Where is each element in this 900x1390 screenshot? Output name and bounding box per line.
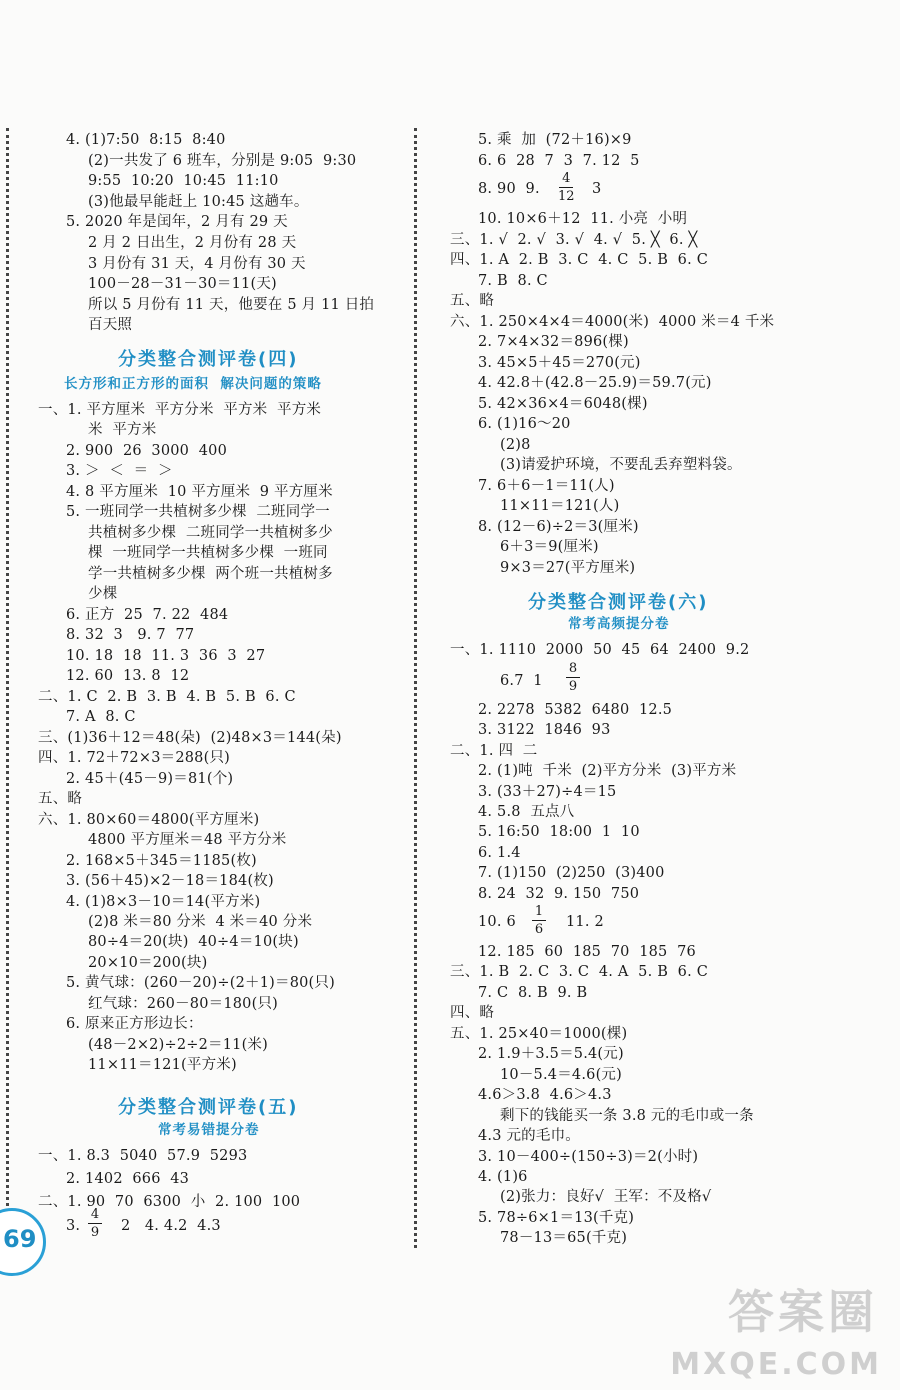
answer-line: 2. 1.9＋3.5＝5.4(元) <box>478 1046 624 1063</box>
answer-line: 剩下的钱能买一条 3.8 元的毛巾或一条 <box>500 1107 754 1124</box>
section-subheading: 长方形和正方形的面积 解决问题的策略 <box>64 376 322 392</box>
answer-line: (2)8 米＝80 分米 4 米＝40 分米 <box>88 914 313 930</box>
answer-line: 5. 一班同学一共植树多少棵 二班同学一 <box>66 504 330 521</box>
answer-line: 10. 18 18 11. 3 36 3 27 <box>66 647 266 664</box>
answer-line: 5. 黄气球：(260－20)÷(2＋1)＝80(只) <box>66 975 335 992</box>
answer-line: 四、1. A 2. B 3. C 4. C 5. B 6. C <box>450 252 709 268</box>
section-heading: 分类整合测评卷(六) <box>528 592 709 613</box>
answer-line: 10. 6 <box>478 914 516 930</box>
answer-line: 8. 90 9. <box>478 181 540 197</box>
section-heading: 分类整合测评卷(五) <box>118 1097 299 1118</box>
answer-line: 7. B 8. C <box>478 272 548 289</box>
fraction <box>558 172 575 203</box>
answer-line: 六、1. 250×4×4＝4000(米) 4000 米＝4 千米 <box>450 313 775 330</box>
answer-line: 6. 6 28 7 3 7. 12 5 <box>478 152 640 169</box>
page-number-badge <box>0 1208 46 1276</box>
answer-line: 6＋3＝9(厘米) <box>500 539 599 555</box>
answer-line: (3)他最早能赶上 10:45 这趟车。 <box>88 193 309 210</box>
answer-line: 4. 42.8＋(42.8－25.9)＝59.7(元) <box>478 375 712 391</box>
answer-line: 8. 32 3 9. 7 77 <box>66 627 195 644</box>
answer-line: 4. 8 平方厘米 10 平方厘米 9 平方厘米 <box>66 483 333 500</box>
answer-line: 三、(1)36＋12＝48(朵) (2)48×3＝144(朵) <box>38 729 342 746</box>
fraction-numerator: 8 <box>568 661 578 676</box>
answer-line: 一、1. 1110 2000 50 45 64 2400 9.2 <box>450 642 750 658</box>
answer-line: 3. 10－400÷(150÷3)＝2(小时) <box>478 1148 699 1165</box>
answer-line: 5. 2020 年是闰年，2 月有 29 天 <box>66 214 288 231</box>
answer-line: 2. 2278 5382 6480 12.5 <box>478 702 673 718</box>
section-heading: 分类整合测评卷(四) <box>118 349 299 370</box>
fraction-denominator: 9 <box>568 679 578 694</box>
answer-line: 4. (1)6 <box>478 1168 528 1185</box>
answer-line: 2. 7×4×32＝896(棵) <box>478 334 629 350</box>
answer-line: 2 月 2 日出生，2 月份有 28 天 <box>88 235 297 251</box>
answer-line: (2)张力：良好√ 王军：不及格√ <box>500 1189 712 1206</box>
watermark-logo: 答案圈 <box>728 1285 878 1339</box>
answer-line: 3 <box>592 181 602 197</box>
answer-line: 6.7 1 <box>500 673 543 689</box>
answer-line: 所以 5 月份有 11 天，他要在 5 月 11 日拍 <box>88 296 375 313</box>
answer-line: 5. 42×36×4＝6048(棵) <box>478 395 648 412</box>
fraction-numerator: 4 <box>562 171 571 186</box>
section-subheading: 常考易错提分卷 <box>158 1122 260 1138</box>
answer-line: (2)8 <box>500 436 531 453</box>
answer-line: 5. 78÷6×1＝13(千克) <box>478 1209 635 1226</box>
answer-line: 7. (1)150 (2)250 (3)400 <box>478 865 665 882</box>
answer-line: 3 月份有 31 天，4 月份有 30 天 <box>88 255 306 272</box>
section-subheading: 常考高频提分卷 <box>568 616 670 632</box>
answer-line: 四、略 <box>450 1005 495 1022</box>
column-divider-dots <box>414 128 417 1248</box>
answer-line: 7. 6＋6－1＝11(人) <box>478 477 615 494</box>
left-margin-dots <box>6 128 9 1248</box>
answer-line: 三、1. B 2. C 3. C 4. A 5. B 6. C <box>450 964 709 981</box>
answer-line: 4.3 元的毛巾。 <box>478 1128 580 1145</box>
answer-line: 9×3＝27(平方厘米) <box>500 559 636 576</box>
answer-line: 2. 45＋(45－9)＝81(个) <box>66 770 234 787</box>
answer-line: 五、略 <box>450 293 495 309</box>
fraction-bar <box>88 1223 102 1224</box>
fraction-denominator: 9 <box>90 1225 100 1240</box>
answer-line: 12. 185 60 185 70 185 76 <box>478 944 696 960</box>
answer-line: 2. 900 26 3000 400 <box>66 442 228 459</box>
answer-line: 百天照 <box>88 317 133 334</box>
answer-line: 五、略 <box>38 791 83 808</box>
fraction-numerator: 1 <box>534 904 544 919</box>
answer-line: 9:55 10:20 10:45 11:10 <box>88 173 279 190</box>
fraction-bar <box>532 920 546 921</box>
answer-line: 5. 16:50 18:00 1 10 <box>478 824 640 841</box>
answer-line: 11×11＝121(平方米) <box>88 1057 237 1074</box>
answer-line: 78－13＝65(千克) <box>500 1230 628 1247</box>
answer-line: 6. (1)16～20 <box>478 416 571 432</box>
answer-line: 4. (1)7:50 8:15 8:40 <box>66 132 226 148</box>
answer-line: 10－5.4＝4.6(元) <box>500 1066 622 1083</box>
answer-line: 五、1. 25×40＝1000(棵) <box>450 1025 628 1042</box>
answer-line: 4. 5.8 五点八 <box>478 804 575 820</box>
fraction <box>88 1208 102 1239</box>
answer-line: 3. (56＋45)×2－18＝184(枚) <box>66 873 274 890</box>
answer-line: 4.6＞3.8 4.6＞4.3 <box>478 1087 612 1104</box>
answer-line: 2 4. 4.2 4.3 <box>121 1218 221 1234</box>
fraction <box>566 662 580 693</box>
answer-line: 六、1. 80×60＝4800(平方厘米) <box>38 811 260 828</box>
answer-line: 一、1. 平方厘米 平方分米 平方米 平方米 <box>38 402 322 418</box>
answer-line: 4. (1)8×3－10＝14(平方米) <box>66 893 261 910</box>
answer-line: 3. (33＋27)÷4＝15 <box>478 783 617 800</box>
answer-line: 11. 2 <box>566 914 604 930</box>
answer-line: 二、1. C 2. B 3. B 4. B 5. B 6. C <box>38 688 296 705</box>
answer-line: 5. 乘 加 (72＋16)×9 <box>478 132 632 148</box>
answer-line: (48－2×2)÷2÷2＝11(米) <box>88 1036 268 1053</box>
answer-line: 三、1. √ 2. √ 3. √ 4. √ 5. ╳ 6. ╳ <box>450 231 698 248</box>
answer-line: 10. 10×6＋12 11. 小亮 小明 <box>478 211 688 227</box>
answer-line: 共植树多少棵 二班同学一共植树多少 <box>88 524 333 541</box>
answer-line: 3. 3122 1846 93 <box>478 722 611 739</box>
answer-line: 2. 1402 666 43 <box>66 1171 190 1187</box>
answer-line: 3. ＞ ＜ ＝ ＞ <box>66 463 173 480</box>
answer-line: 一、1. 8.3 5040 57.9 5293 <box>38 1148 248 1164</box>
fraction-numerator: 4 <box>90 1207 100 1222</box>
answer-line: 3. 45×5＋45＝270(元) <box>478 354 641 371</box>
answer-line: 二、1. 90 70 6300 小 2. 100 100 <box>38 1194 301 1210</box>
answer-line: 二、1. 四 二 <box>450 742 538 759</box>
answer-line: 红气球：260－80＝180(只) <box>88 995 279 1012</box>
answer-line: 3. <box>66 1218 81 1234</box>
fraction-denominator: 12 <box>558 189 575 204</box>
answer-line: 米 平方米 <box>88 422 157 439</box>
answer-line: 四、1. 72＋72×3＝288(只) <box>38 750 231 767</box>
answer-line: 6. 原来正方形边长： <box>66 1016 203 1033</box>
answer-line: (2)一共发了 6 班车，分别是 9:05 9:30 <box>88 152 357 169</box>
answer-line: 11×11＝121(人) <box>500 498 620 514</box>
answer-line: 少棵 <box>88 586 118 603</box>
watermark-url: MXQE.COM <box>670 1347 882 1382</box>
fraction-denominator: 6 <box>534 922 544 937</box>
answer-line: 学一共植树多少棵 两个班一共植树多 <box>88 565 333 582</box>
answer-line: 4800 平方厘米＝48 平方分米 <box>88 832 287 849</box>
fraction <box>532 905 546 936</box>
answer-line: 2. (1)吨 千米 (2)平方分米 (3)平方米 <box>478 763 737 780</box>
answer-line: 2. 168×5＋345＝1185(枚) <box>66 852 257 869</box>
fraction-bar <box>559 187 573 188</box>
answer-line: 8. 24 32 9. 150 750 <box>478 885 640 902</box>
answer-line: 100－28－31－30＝11(天) <box>88 276 277 293</box>
answer-line: (3)请爱护环境，不要乱丢弃塑料袋。 <box>500 457 742 473</box>
page-number: 69 <box>3 1225 37 1253</box>
answer-line: 20×10＝200(块) <box>88 954 208 971</box>
answer-line: 7. A 8. C <box>66 709 136 726</box>
answer-line: 6. 正方 25 7. 22 484 <box>66 606 229 623</box>
answer-line: 7. C 8. B 9. B <box>478 984 588 1001</box>
fraction-bar <box>566 677 580 678</box>
answer-line: 6. 1.4 <box>478 844 521 861</box>
answer-line: 8. (12－6)÷2＝3(厘米) <box>478 518 639 535</box>
answer-line: 12. 60 13. 8 12 <box>66 668 190 685</box>
answer-line: 棵 一班同学一共植树多少棵 一班同 <box>88 545 328 562</box>
answer-line: 80÷4＝20(块) 40÷4＝10(块) <box>88 934 299 951</box>
